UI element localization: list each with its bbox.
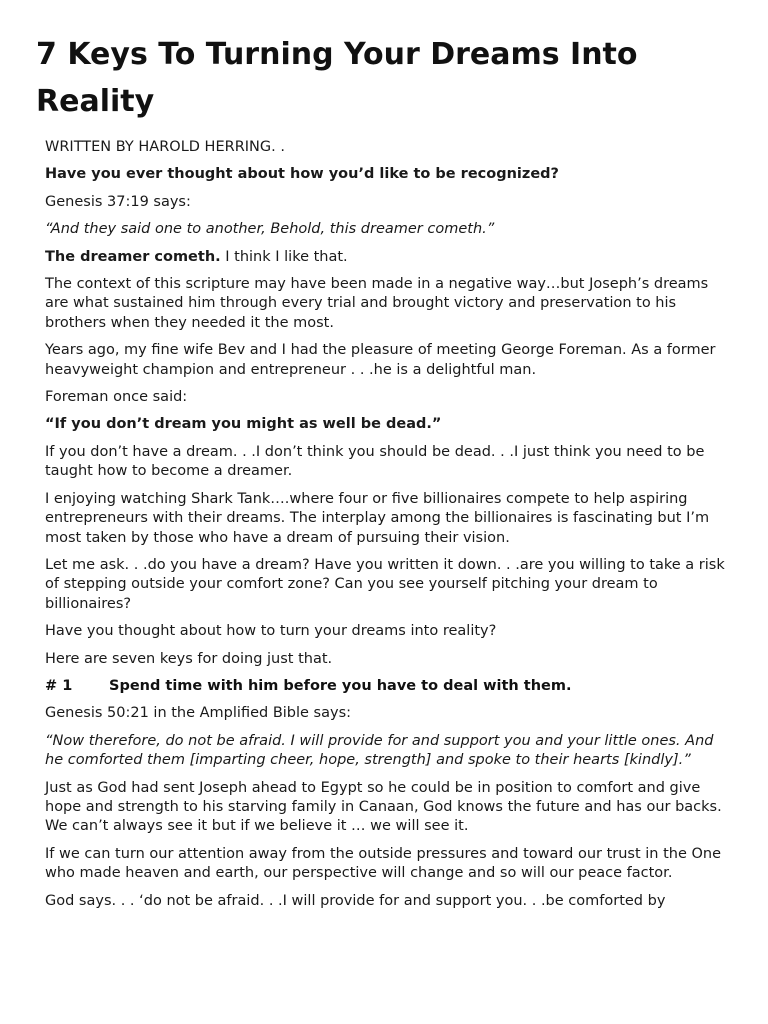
context-paragraph: The context of this scripture may have been made in a negative way…but Joseph’s dreams are what sustained him through every trial and brought victory and preservation to his brothers when they needed it the most.	[45, 276, 709, 331]
no-dream-paragraph: If you don’t have a dream. . .I don’t think you should be dead. . .I just think you need to be taught how to become a dreamer.	[45, 443, 705, 480]
key-1-text: Spend time with him before you have to deal with them.	[109, 677, 572, 694]
genesis50-reference: Genesis 50:21 in the Amplified Bible says:	[45, 705, 352, 722]
attention-paragraph: If we can turn our attention away from the outside pressures and toward our trust in the One who made heaven and earth, our perspective will change and so will our peace factor.	[45, 845, 722, 882]
seven-keys-paragraph: Here are seven keys for doing just that.	[45, 650, 333, 667]
foreman-said: Foreman once said:	[45, 389, 188, 406]
god-says-paragraph: God says. . . ‘do not be afraid. . .I will provide for and support you. . .be comforted by	[45, 892, 666, 909]
key-1-number: # 1	[45, 677, 73, 694]
dreamer-bold-text: The dreamer cometh.	[45, 248, 221, 265]
key-1-heading	[45, 677, 735, 696]
foreman-quote: “If you don’t dream you might as well be dead.”	[45, 416, 442, 433]
article-body	[45, 138, 735, 919]
dreamer-paragraph	[45, 248, 735, 267]
thought-paragraph: Have you thought about how to turn your dreams into reality?	[45, 623, 497, 640]
question-heading: Have you ever thought about how you’d like to be recognized?	[45, 166, 559, 183]
shark-tank-paragraph: I enjoying watching Shark Tank….where four or five billionaires compete to help aspiring entrepreneurs with their dreams. The interplay among the billionaires is fascinating but I’m most taken by those who have a dream of pursuing their vision.	[45, 490, 710, 546]
byline: WRITTEN BY HAROLD HERRING. .	[45, 139, 285, 155]
let-me-ask-paragraph: Let me ask. . .do you have a dream? Have you written it down. . .are you willing to take a risk of stepping outside your comfort zone? Can you see yourself pitching your dream to billionaires?	[45, 556, 725, 612]
genesis-quote: “And they said one to another, Behold, this dreamer cometh.”	[45, 221, 495, 238]
dreamer-rest-text: I think I like that.	[220, 248, 348, 265]
joseph-paragraph: Just as God had sent Joseph ahead to Egypt so he could be in position to comfort and give hope and strength to his starving family in Canaan, God knows the future and has our backs. We can’t always see it but if we believe it … we will see it.	[45, 779, 722, 835]
article-title: 7 Keys To Turning Your Dreams Into Reality	[36, 37, 638, 119]
years-paragraph: Years ago, my fine wife Bev and I had the pleasure of meeting George Foreman. As a former heavyweight champion and entrepreneur . . .he is a delightful man.	[45, 342, 716, 378]
genesis-reference: Genesis 37:19 says:	[45, 193, 191, 210]
genesis50-quote: “Now therefore, do not be afraid. I will provide for and support you and your little ones. And he comforted them [imparting cheer, hope, strength] and spoke to their hearts [kindly].”	[45, 732, 714, 769]
